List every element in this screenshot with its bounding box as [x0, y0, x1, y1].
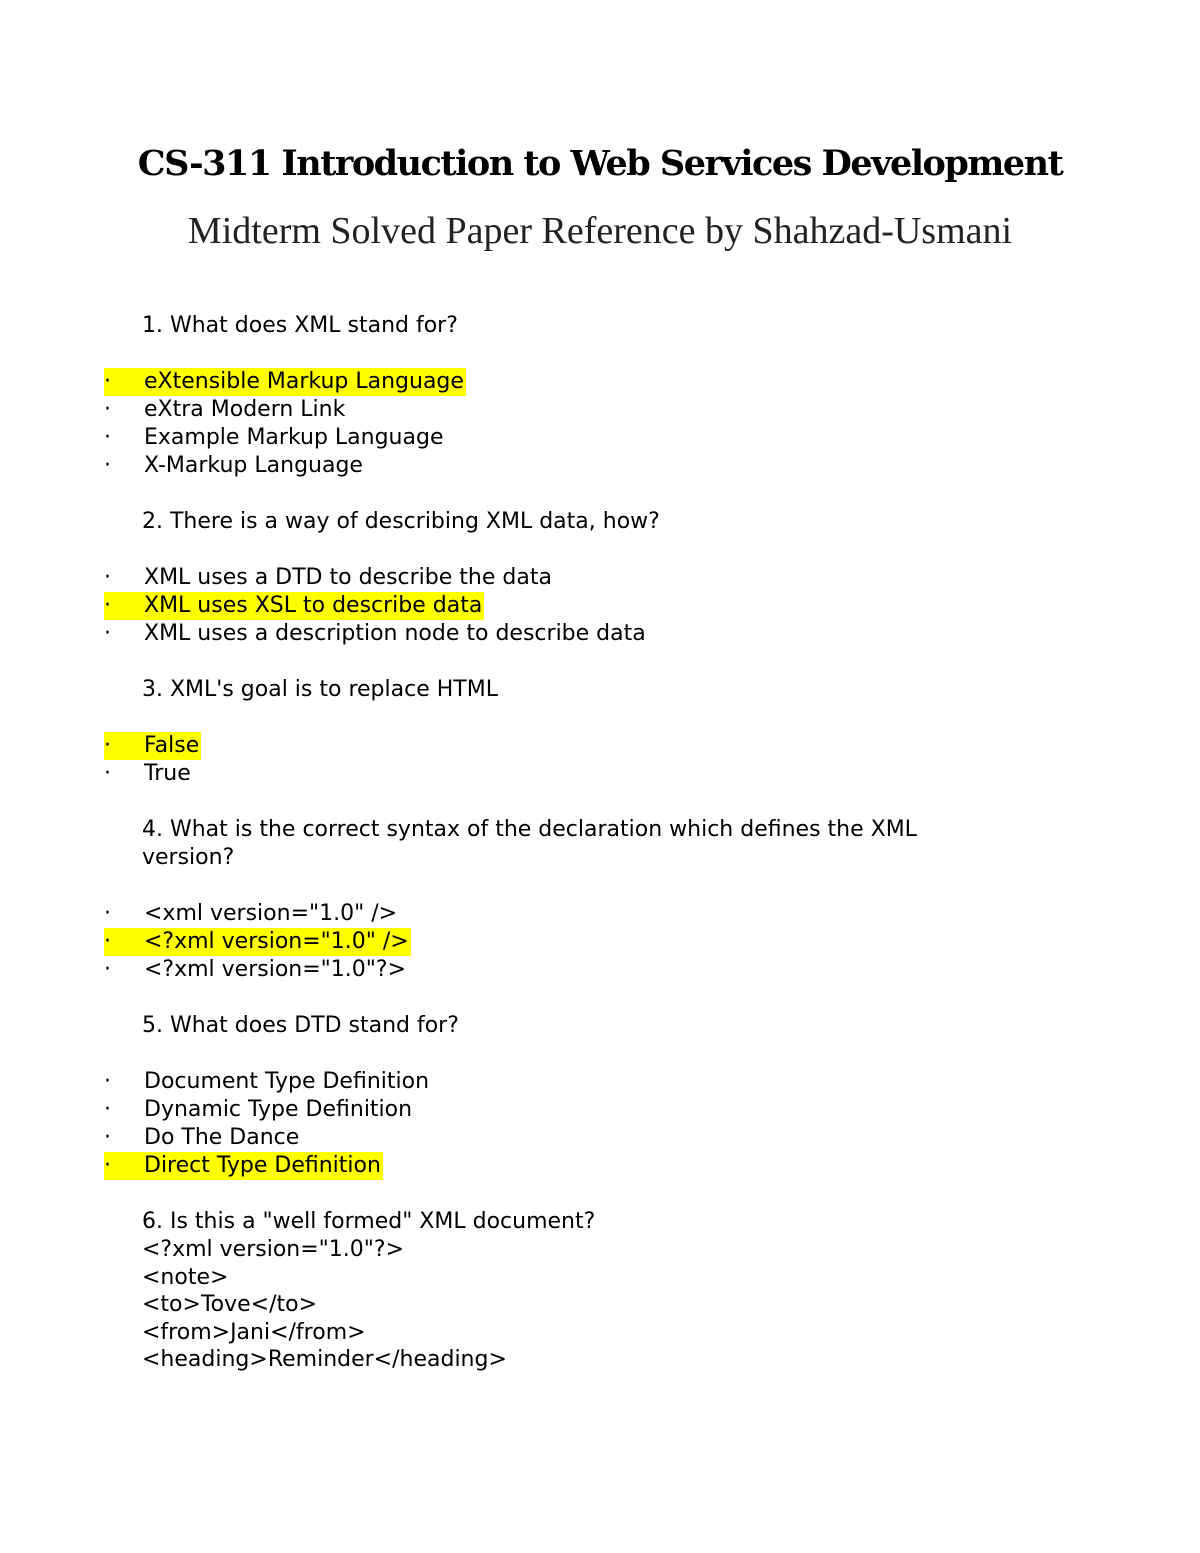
option-text: XML uses XSL to describe data [144, 593, 483, 618]
option-text: False [144, 733, 200, 758]
question-block [104, 1208, 1004, 1374]
question-text: 4. What is the correct syntax of the declaration which defines the XML version? [142, 817, 917, 870]
question-text: 5. What does DTD stand for? [142, 1013, 459, 1038]
question-text: 3. XML's goal is to replace HTML [142, 677, 498, 702]
question-block [104, 312, 1004, 480]
bullet-icon: · [104, 957, 111, 982]
option-list [104, 564, 1004, 648]
answer-option [104, 452, 1004, 480]
question-text: 1. What does XML stand for? [142, 313, 458, 338]
bullet-icon: · [104, 1069, 111, 1094]
answer-option [104, 1124, 1004, 1152]
bullet-icon: · [104, 593, 111, 618]
bullet-icon: · [104, 621, 111, 646]
option-text: Document Type Definition [144, 1069, 430, 1094]
bullet-icon: · [104, 453, 111, 478]
option-list [104, 900, 1004, 984]
bullet-icon: · [104, 1125, 111, 1150]
option-text: <?xml version="1.0"?> [144, 957, 407, 982]
bullet-icon: · [104, 369, 111, 394]
option-text: Dynamic Type Definition [144, 1097, 413, 1122]
answer-option [104, 564, 1004, 592]
answer-option [104, 1152, 383, 1180]
answer-option [104, 760, 1004, 788]
question-block [104, 676, 1004, 788]
question-list [104, 312, 1004, 1374]
option-text: XML uses a DTD to describe the data [144, 565, 552, 590]
document-title: CS-311 Introduction to Web Services Development [137, 143, 1063, 184]
answer-option [104, 928, 411, 956]
option-text: Direct Type Definition [144, 1153, 381, 1178]
bullet-icon: · [104, 761, 111, 786]
option-text: eXtra Modern Link [144, 397, 346, 422]
answer-option [104, 1096, 1004, 1124]
bullet-icon: · [104, 929, 111, 954]
option-text: <?xml version="1.0" /> [144, 929, 409, 954]
answer-option [104, 732, 201, 760]
question-block [104, 1012, 1004, 1180]
bullet-icon: · [104, 733, 111, 758]
question-block [104, 816, 1004, 984]
option-text: Do The Dance [144, 1125, 300, 1150]
bullet-icon: · [104, 901, 111, 926]
option-text: True [144, 761, 191, 786]
document-subtitle: Midterm Solved Paper Reference by Shahzad-Usmani [187, 210, 1013, 252]
answer-option [104, 424, 1004, 452]
question-text: 6. Is this a "well formed" XML document? [142, 1209, 596, 1234]
answer-option [104, 900, 1004, 928]
option-text: eXtensible Markup Language [144, 369, 464, 394]
code-line: <note> [142, 1264, 229, 1290]
question-text: 2. There is a way of describing XML data, how? [142, 509, 660, 534]
answer-option [104, 396, 1004, 424]
option-text: Example Markup Language [144, 425, 444, 450]
option-list [104, 368, 1004, 480]
code-line: <?xml version="1.0"?> [142, 1237, 405, 1262]
option-text: XML uses a description node to describe data [144, 621, 646, 646]
xml-code-sample [104, 1236, 1004, 1374]
bullet-icon: · [104, 565, 111, 590]
bullet-icon: · [104, 425, 111, 450]
bullet-icon: · [104, 397, 111, 422]
code-line: <from>Jani</from> [142, 1319, 366, 1345]
option-text: <xml version="1.0" /> [144, 901, 398, 926]
answer-option [104, 1068, 1004, 1096]
option-list [104, 1068, 1004, 1180]
option-list [104, 732, 1004, 788]
code-line: <heading>Reminder</heading> [142, 1347, 507, 1372]
code-line: <to>Tove</to> [142, 1292, 318, 1317]
option-text: X-Markup Language [144, 453, 363, 478]
bullet-icon: · [104, 1153, 111, 1178]
question-block [104, 508, 1004, 648]
answer-option [104, 620, 1004, 648]
bullet-icon: · [104, 1097, 111, 1122]
answer-option [104, 592, 484, 620]
answer-option [104, 368, 466, 396]
answer-option [104, 956, 1004, 984]
